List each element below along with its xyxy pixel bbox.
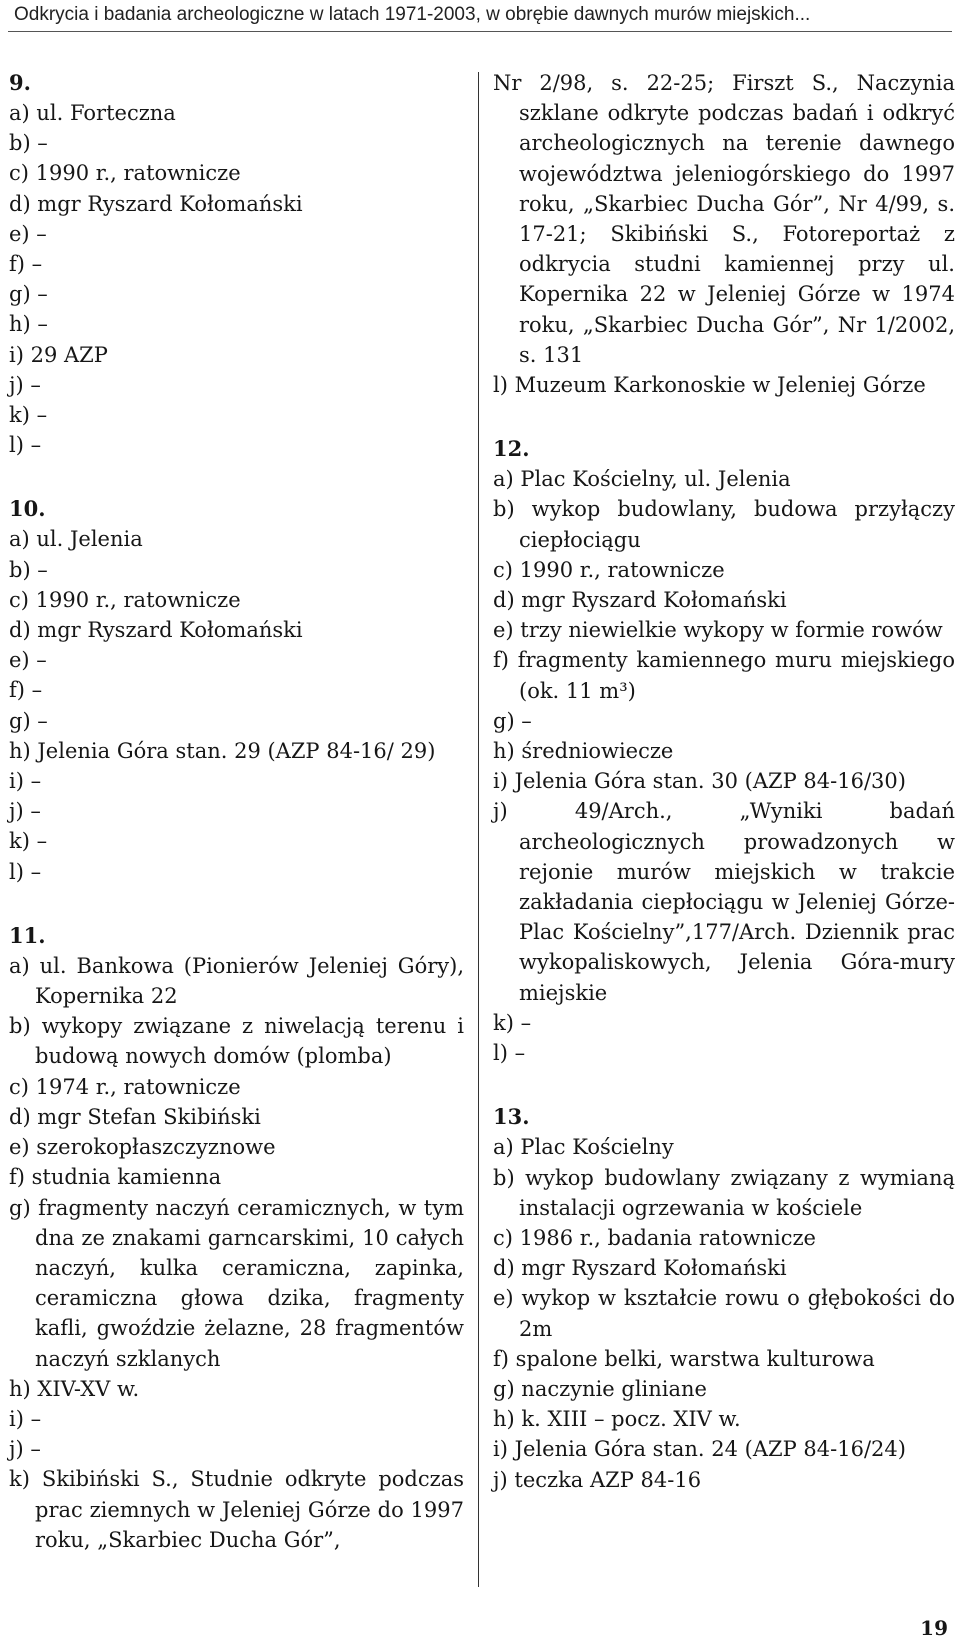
- left-column: [9, 68, 464, 1589]
- entry-field: b) –: [9, 557, 48, 582]
- entry-field: l) –: [9, 433, 42, 458]
- entry-field: d) mgr Ryszard Kołomański: [493, 1256, 787, 1281]
- entry-field: b) wykop budowlany, budowa przyłączy ciepłociągu: [493, 497, 955, 552]
- entry-field: d) mgr Stefan Skibiński: [9, 1104, 261, 1129]
- entry-field: h) Jelenia Góra stan. 29 (AZP 84-16/ 29): [9, 738, 436, 763]
- register-entry: [9, 494, 464, 886]
- entry-field: k) –: [9, 403, 48, 428]
- entry-field: i) –: [9, 769, 42, 794]
- entry-field: h) XIV-XV w.: [9, 1376, 140, 1401]
- entry-field: i) Jelenia Góra stan. 30 (AZP 84-16/30): [493, 769, 906, 794]
- register-entry: [9, 921, 464, 1555]
- entry-field: j) –: [9, 372, 41, 397]
- entry-field: g) –: [9, 708, 48, 733]
- entry-field: f) studnia kamienna: [9, 1165, 222, 1190]
- entry-field: g) naczynie gliniane: [493, 1376, 707, 1401]
- entry-field: Nr 2/98, s. 22-25; Firszt S., Naczynia szklane odkryte podczas badań i odkryć archeologicznych na terenie dawnego województwa jeleniogórskiego do 1997 roku, „Skarbiec Ducha Gór”, Nr 4/99, s. 17-21; Skibiński S., Fotoreportaż z odkrycia studni kamiennej przy ul. Kopernika 22 w Jeleniej Górze w 1974 roku, „Skarbiec Ducha Gór”, Nr 1/2002, s. 131: [493, 71, 955, 367]
- entry-field: c) 1990 r., ratownicze: [493, 557, 725, 582]
- register-entry: [493, 434, 955, 1068]
- entry-field: a) Plac Kościelny, ul. Jelenia: [493, 467, 791, 492]
- entry-field: d) mgr Ryszard Kołomański: [493, 588, 787, 613]
- register-entry: [493, 1102, 955, 1494]
- entry-field: f) –: [9, 678, 43, 703]
- entry-field: h) –: [9, 312, 48, 337]
- entry-field: i) 29 AZP: [9, 342, 108, 367]
- entry-field: g) fragmenty naczyń ceramicznych, w tym dna ze znakami garncarskimi, 10 całych naczyń, kulka ceramiczna, zapinka, ceramiczna głowa dzika, fragmenty kafli, gwoździe żelazne, 28 fragmentów naczyń szklanych: [9, 1195, 464, 1371]
- right-column: [493, 68, 955, 1529]
- entry-field: j) –: [9, 1437, 41, 1462]
- entry-field: i) –: [9, 1406, 42, 1431]
- entry-field: l) Muzeum Karkonoskie w Jeleniej Górze: [493, 373, 926, 398]
- column-divider: [478, 72, 479, 1587]
- entry-field: b) wykop budowlany związany z wymianą instalacji ogrzewania w kościele: [493, 1165, 955, 1220]
- entry-field: l) –: [9, 859, 42, 884]
- entry-field: k) –: [493, 1010, 532, 1035]
- entry-field: e) szerokopłaszczyznowe: [9, 1135, 276, 1160]
- entry-field: a) ul. Forteczna: [9, 101, 176, 125]
- page-number: 19: [920, 1616, 948, 1640]
- entry-field: d) mgr Ryszard Kołomański: [9, 191, 303, 216]
- entry-field: d) mgr Ryszard Kołomański: [9, 618, 303, 643]
- entry-field: a) ul. Jelenia: [9, 527, 143, 552]
- entry-field: f) fragmenty kamiennego muru miejskiego (ok. 11 m³): [493, 648, 955, 703]
- entry-number: 12.: [493, 436, 530, 462]
- entry-field: e) –: [9, 648, 47, 673]
- entry-field: j) 49/Arch., „Wyniki badań archeologicznych prowadzonych w rejonie murów miejskich w trakcie zakładania ciepłociągu w Jeleniej Górze-Plac Kościelny”,177/Arch. Dziennik prac wykopaliskowych, Jelenia Góra-mury miejskie: [493, 799, 955, 1005]
- entry-field: h) średniowiecze: [493, 739, 674, 764]
- entry-field: l) –: [493, 1041, 526, 1066]
- entry-field: a) Plac Kościelny: [493, 1135, 674, 1160]
- entry-field: c) 1974 r., ratownicze: [9, 1074, 241, 1099]
- entry-field: e) wykop w kształcie rowu o głębokości do 2m: [493, 1286, 955, 1341]
- entry-field: j) teczka AZP 84-16: [493, 1467, 702, 1492]
- entry-number: 9.: [9, 70, 31, 95]
- entry-field: b) –: [9, 131, 48, 156]
- entry-number: 11.: [9, 922, 46, 948]
- entry-field: k) Skibiński S., Studnie odkryte podczas prac ziemnych w Jeleniej Górze do 1997 roku, „Skarbiec Ducha Gór”,: [9, 1467, 464, 1552]
- entry-field: g) –: [9, 282, 48, 307]
- entry-field: k) –: [9, 829, 48, 854]
- register-entry: [9, 68, 464, 460]
- entry-field: b) wykopy związane z niwelacją terenu i budową nowych domów (plomba): [9, 1014, 464, 1069]
- entry-field: c) 1986 r., badania ratownicze: [493, 1225, 816, 1250]
- header-rule: [8, 31, 952, 32]
- continued-entry: [493, 68, 955, 400]
- running-header: Odkrycia i badania archeologiczne w latach 1971-2003, w obrębie dawnych murów miejskich...: [14, 4, 811, 25]
- entry-field: g) –: [493, 708, 532, 733]
- entry-field: e) –: [9, 221, 47, 246]
- entry-field: f) –: [9, 252, 43, 277]
- entry-number: 13.: [493, 1104, 530, 1130]
- entry-field: i) Jelenia Góra stan. 24 (AZP 84-16/24): [493, 1437, 906, 1462]
- entry-field: a) ul. Bankowa (Pionierów Jeleniej Góry), Kopernika 22: [9, 953, 464, 1009]
- entry-field: j) –: [9, 799, 41, 824]
- entry-number: 10.: [9, 496, 46, 522]
- entry-field: c) 1990 r., ratownicze: [9, 587, 241, 612]
- entry-field: c) 1990 r., ratownicze: [9, 161, 241, 186]
- entry-field: h) k. XIII – pocz. XIV w.: [493, 1407, 741, 1432]
- entry-field: e) trzy niewielkie wykopy w formie rowów: [493, 618, 943, 643]
- entry-field: f) spalone belki, warstwa kulturowa: [493, 1346, 875, 1371]
